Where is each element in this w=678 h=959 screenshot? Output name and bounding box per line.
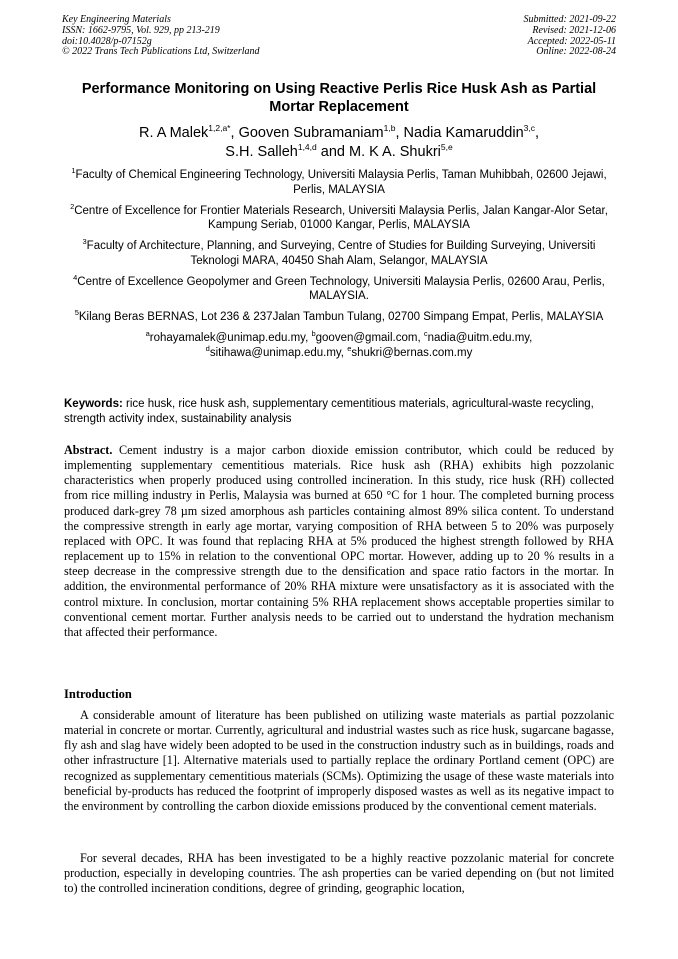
paragraph: A considerable amount of literature has been published on utilizing waste materials as partial pozzolanic material in concrete or mortar. Currently, agricultural and industrial wastes such as rice husk, sugarcane bagasse, fly ash and slag have widely been adopted to be used in the construction industry such as in buildings, roads and other infrastructure [1]. Alternative materials used to partially replace the ordinary Portland cement (OPC) are recognized as supplementary cementitious materials (SCMs). Optimizing the usage of these waste materials into beneficial by-products has reduced the footprint of improperly disposed wastes as well as its negative impact to the environment by controlling the carbon dioxide emissions produced by the conventional cement materials.: [64, 708, 614, 813]
affiliation: $^2$Centre of Excellence for Frontier Materials Research, Universiti Malaysia Perlis, Jalan Kangar-Alor Setar, Kampung Seriab, 01000 Kangar, Perlis, MALAYSIA: [70, 201, 608, 231]
author-list: [60, 124, 618, 162]
keywords-label: Keywords:: [64, 398, 123, 410]
keywords: [64, 397, 614, 426]
email[interactable]: $^d$sitihawa@unimap.edu.my,: [205, 343, 348, 359]
keywords-text: rice husk, rice husk ash, supplementary cementitious materials, agricultural-waste recycling, strength activity index, sustainability analysis: [64, 398, 594, 425]
author: S.H. Salleh$^{1,4,d}$ and: [225, 142, 349, 160]
date-online: Online: 2022-08-24: [536, 46, 616, 58]
author: M. K A. Shukri$^{5,e}$: [349, 142, 453, 160]
paper-title: Performance Monitoring on Using Reactive Perlis Rice Husk Ash as Partial Mortar Replacement: [81, 81, 597, 115]
email-list: [64, 331, 614, 360]
abstract-label: Abstract.: [64, 443, 113, 457]
section-heading: Introduction: [64, 687, 132, 701]
author: R. A Malek$^{1,2,a*}$,: [138, 123, 239, 141]
journal-copyright: © 2022 Trans Tech Publications Ltd, Switzerland: [62, 46, 260, 58]
affiliations: [64, 168, 614, 360]
email[interactable]: $^e$shukri@bernas.com.my: [347, 343, 473, 359]
date-submitted: Submitted: 2021-09-22: [523, 14, 616, 25]
author: Nadia Kamaruddin$^{3,c}$,: [403, 123, 540, 141]
author: Gooven Subramaniam$^{1,b}$,: [238, 123, 404, 141]
submission-dates: [524, 15, 617, 58]
paragraph: For several decades, RHA has been investigated to be a highly reactive pozzolanic material for concrete production, especially in developing countries. The ash properties can be varied depending on (but not limited to) the controlled incineration conditions, degree of grinding, geographic location,: [64, 851, 614, 896]
date-accepted: Accepted: 2022-05-11: [527, 35, 616, 47]
affiliation: $^3$Faculty of Architecture, Planning, and Surveying, Centre of Studies for Building Surveying, Universiti Teknologi MARA, 40450 Shah Alam, Selangor, MALAYSIA: [82, 237, 596, 267]
journal-info: [62, 15, 260, 58]
journal-doi: doi:10.4028/p-07152g: [62, 35, 152, 47]
affiliation: $^5$Kilang Beras BERNAS, Lot 236 & 237Jalan Tambun Tulang, 02700 Simpang Empat, Perlis, MALAYSIA: [74, 308, 604, 323]
journal-name: Key Engineering Materials: [62, 14, 171, 25]
date-revised: Revised: 2021-12-06: [532, 24, 616, 36]
abstract: [64, 443, 614, 640]
affiliation: $^4$Centre of Excellence Geopolymer and Green Technology, Universiti Malaysia Perlis, 02600 Arau, Perlis, MALAYSIA.: [73, 272, 605, 302]
email[interactable]: $^a$rohayamalek@unimap.edu.my,: [145, 329, 312, 344]
abstract-text: Cement industry is a major carbon dioxide emission contributor, which could be reduced by implementing supplementary cementitious materials. Rice husk ash (RHA) exhibits high pozzolanic characteristics when properly produced using controlled incineration. In this study, rice husk (RH) collected from rice milling industry in Perlis, Malaysia was burned at 650 °C for 1 hour. The completed burning process produced dark-grey 78 µm sized amorphous ash particles containing almost 89% silica content. To understand the compressive strength in early age mortar, varying composition of RHA between 5 to 20% was purposely replaced with OPC. It was found that replacing RHA at 5% produced the highest strength followed by RHA replacement up to 15% in relation to the conventional OPC mortar. However, adding up to 20 % results in a steep decrease in the compressive strength due to the densification and space ratio factors in the mortar. In addition, the environmental performance of 20% RHA mixture were unsatisfactory as it is associated with the control mixture. In conclusion, mortar containing 5% RHA replacement shows acceptable properties similar to conventional cement mortar. Further analysis needs to be carried out to understand the hydration mechanism that affected their performance.: [64, 443, 614, 639]
affiliation: $^1$Faculty of Chemical Engineering Technology, Universiti Malaysia Perlis, Taman Muhibbah, 02600 Jejawi, Perlis, MALAYSIA: [71, 166, 607, 196]
email[interactable]: $^b$gooven@gmail.com,: [311, 329, 424, 344]
email[interactable]: $^c$nadia@uitm.edu.my,: [423, 329, 533, 344]
journal-issn: ISSN: 1662-9795, Vol. 929, pp 213-219: [62, 24, 220, 36]
